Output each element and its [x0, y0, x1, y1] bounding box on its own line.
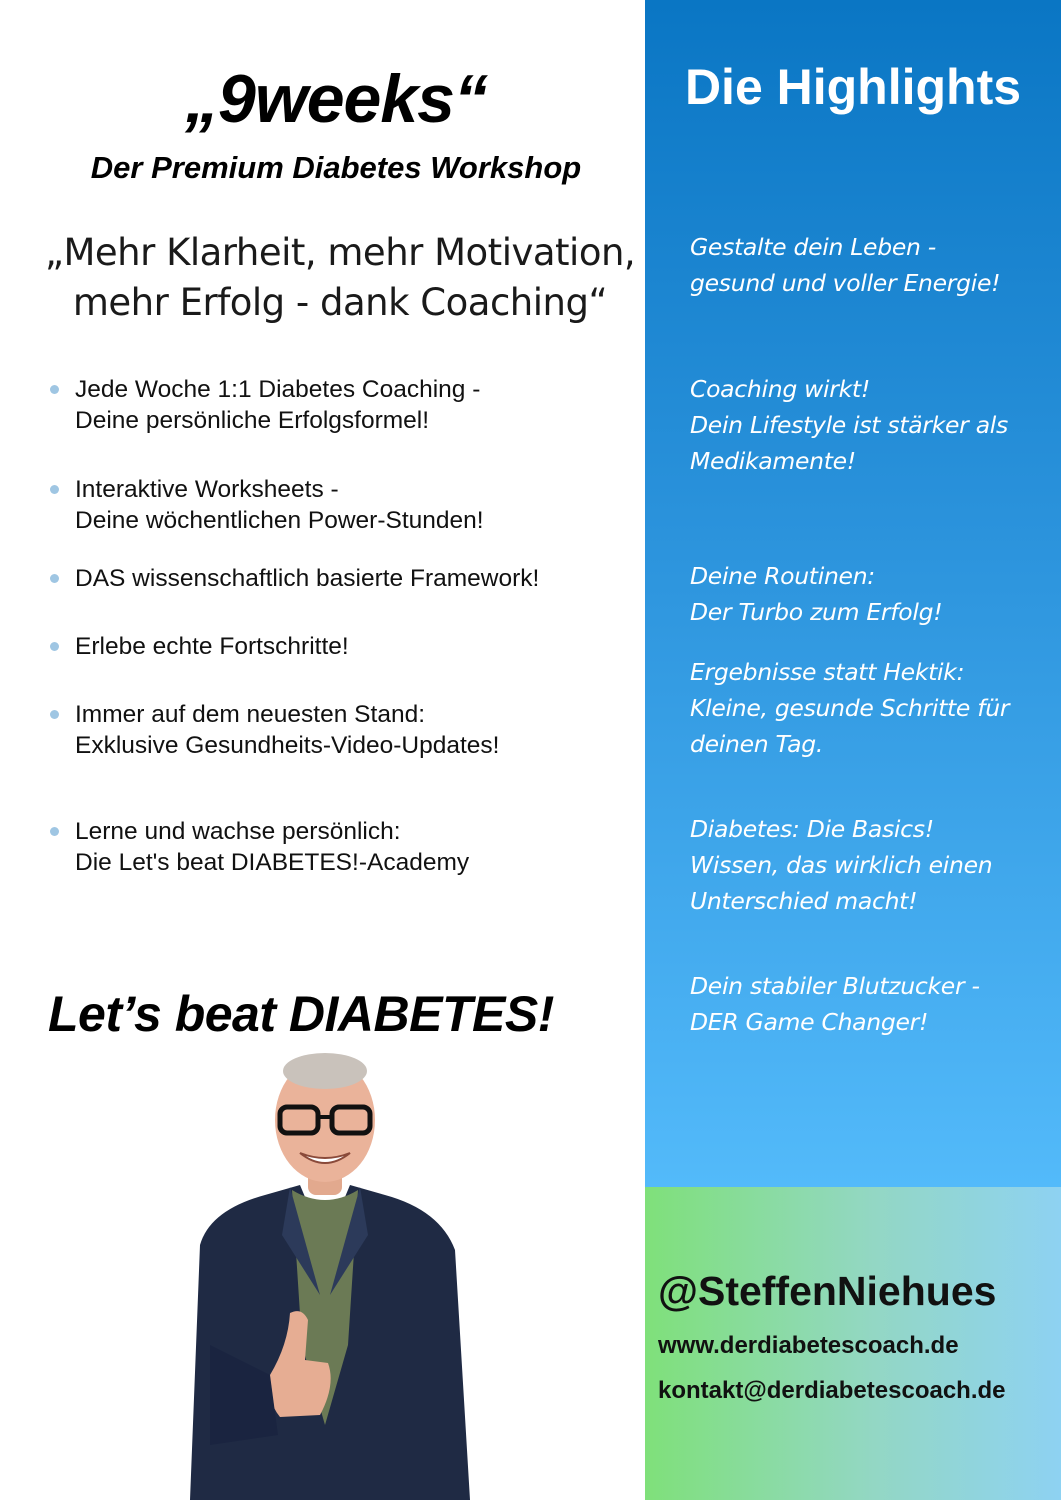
- highlight-item: Deine Routinen: Der Turbo zum Erfolg!: [690, 562, 943, 626]
- bullet-text: DAS wissenschaftlich basierte Framework!: [75, 565, 540, 592]
- bullet-item: [50, 699, 640, 761]
- bullet-text: Interaktive Worksheets - Deine wöchentlichen Power-Stunden!: [75, 476, 484, 534]
- bullet-dot-icon: [50, 827, 59, 836]
- bullet-dot-icon: [50, 642, 59, 651]
- bullet-dot-icon: [50, 385, 59, 394]
- highlight-item: Coaching wirkt! Dein Lifestyle ist stärker als Medikamente!: [690, 375, 1008, 475]
- social-handle: @SteffenNiehues: [658, 1268, 997, 1314]
- bullet-dot-icon: [50, 574, 59, 583]
- bullet-text: Lerne und wachse persönlich: Die Let's beat DIABETES!-Academy: [75, 818, 470, 876]
- bullet-dot-icon: [50, 710, 59, 719]
- workshop-subtitle: Der Premium Diabetes Workshop: [90, 150, 582, 185]
- slogan: Let’s beat DIABETES!: [48, 986, 554, 1042]
- bullet-item: [50, 631, 640, 662]
- highlights-title: Die Highlights: [684, 59, 1022, 115]
- workshop-title: „9weeks“: [185, 61, 487, 137]
- coach-photo: [170, 1045, 480, 1500]
- highlight-item: Dein stabiler Blutzucker - DER Game Changer!: [690, 972, 980, 1036]
- email-link[interactable]: kontakt@derdiabetescoach.de: [658, 1377, 1006, 1404]
- bullet-item: [50, 563, 640, 594]
- workshop-quote: „Mehr Klarheit, mehr Motivation, mehr Erfolg - dank Coaching“: [44, 231, 636, 324]
- bullet-item: [50, 474, 640, 536]
- bullet-item: [50, 816, 640, 878]
- highlight-item: Gestalte dein Leben - gesund und voller Energie!: [690, 233, 1001, 297]
- highlight-item: Diabetes: Die Basics! Wissen, das wirklich einen Unterschied macht!: [690, 815, 993, 915]
- highlight-item: Ergebnisse statt Hektik: Kleine, gesunde Schritte für deinen Tag.: [690, 658, 1010, 758]
- bullet-text: Erlebe echte Fortschritte!: [75, 633, 349, 660]
- bullet-item: [50, 374, 640, 436]
- bullet-text: Immer auf dem neuesten Stand: Exklusive Gesundheits-Video-Updates!: [75, 701, 500, 759]
- bullet-dot-icon: [50, 485, 59, 494]
- bullet-text: Jede Woche 1:1 Diabetes Coaching - Deine persönliche Erfolgsformel!: [75, 376, 481, 434]
- website-link[interactable]: www.derdiabetescoach.de: [658, 1332, 959, 1359]
